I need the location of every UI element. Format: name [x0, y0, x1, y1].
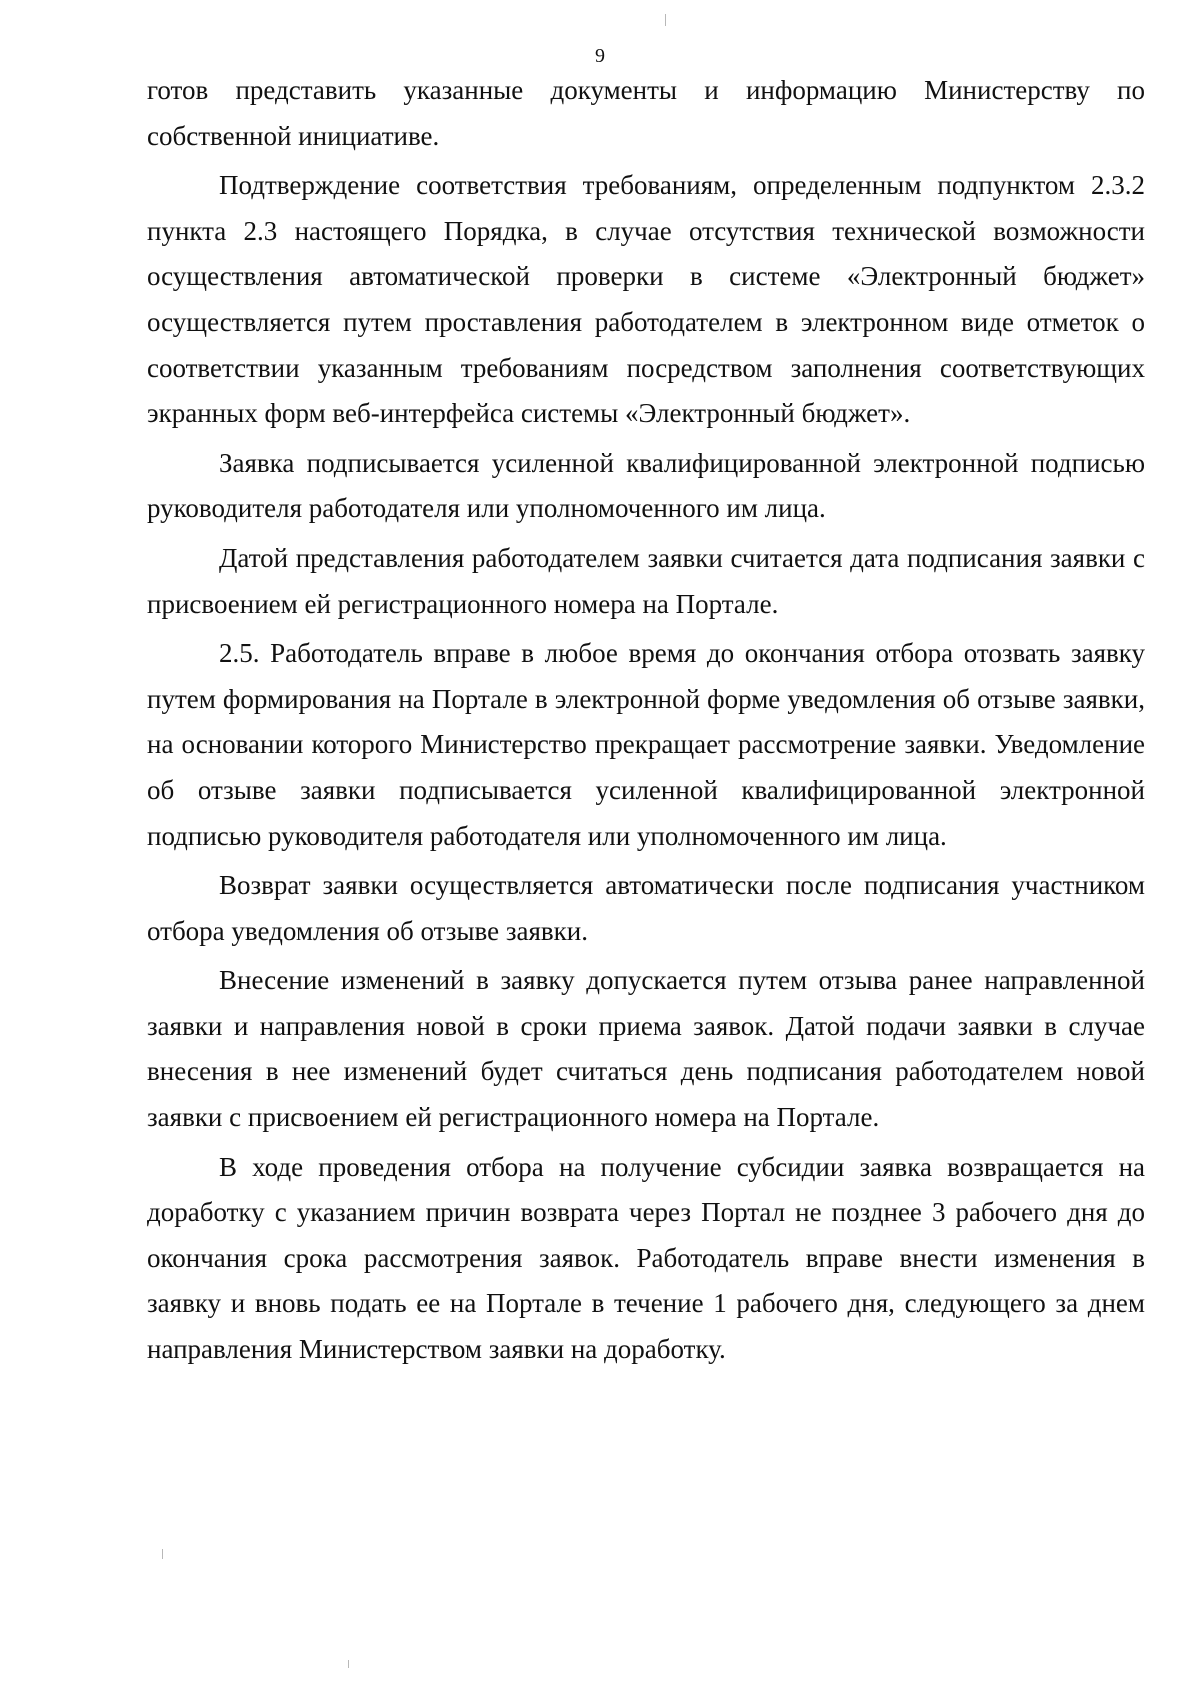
paragraph-continuation: готов представить указанные документы и информацию Министерству по собственной инициативе.: [147, 75, 1145, 151]
scan-artifact: [162, 1549, 163, 1559]
paragraph-submission-date: Датой представления работодателем заявки считается дата подписания заявки с присвоением ей регистрационного номера на Портале.: [147, 542, 1145, 619]
document-body: [147, 68, 1145, 1377]
paragraph-application-signature: Заявка подписывается усиленной квалифицированной электронной подписью руководителя работодателя или уполномоченного им лица.: [147, 447, 1145, 524]
scan-artifact: [665, 14, 666, 26]
paragraph-application-return: Возврат заявки осуществляется автоматически после подписания участником отбора уведомления об отзыве заявки.: [147, 870, 1145, 946]
paragraph-section-2-5: 2.5. Работодатель вправе в любое время до окончания отбора отозвать заявку путем формирования на Портале в электронной форме уведомления об отзыве заявки, на основании которого Министерство прекращает рассмотрение заявки. Уведомление об отзыве заявки подписывается усиленной квалифицированной электронной подписью руководителя работодателя или уполномоченного им лица.: [147, 638, 1145, 851]
scan-artifact: [348, 1660, 349, 1668]
paragraph-application-changes: Внесение изменений в заявку допускается путем отзыва ранее направленной заявки и направления новой в сроки приема заявок. Датой подачи заявки в случае внесения в нее изменений будет считаться день подписания работодателем новой заявки с присвоением ей регистрационного номера на Портале.: [147, 965, 1145, 1133]
page-number: 9: [595, 45, 605, 67]
paragraph-revision: В ходе проведения отбора на получение субсидии заявка возвращается на доработку с указанием причин возврата через Портал не позднее 3 рабочего дня до окончания срока рассмотрения заявок. Работодатель вправе внести изменения в заявку и вновь подать ее на Портале в течение 1 рабочего дня, следующего за днем направления Министерством заявки на доработку.: [147, 1151, 1145, 1365]
paragraph-compliance-confirmation: Подтверждение соответствия требованиям, определенным подпунктом 2.3.2 пункта 2.3 настоящего Порядка, в случае отсутствия технической возможности осуществления автоматической проверки в системе «Электронный бюджет» осуществляется путем проставления работодателем в электронном виде отметок о соответствии указанным требованиям посредством заполнения соответствующих экранных форм веб-интерфейса системы «Электронный бюджет».: [147, 170, 1145, 429]
